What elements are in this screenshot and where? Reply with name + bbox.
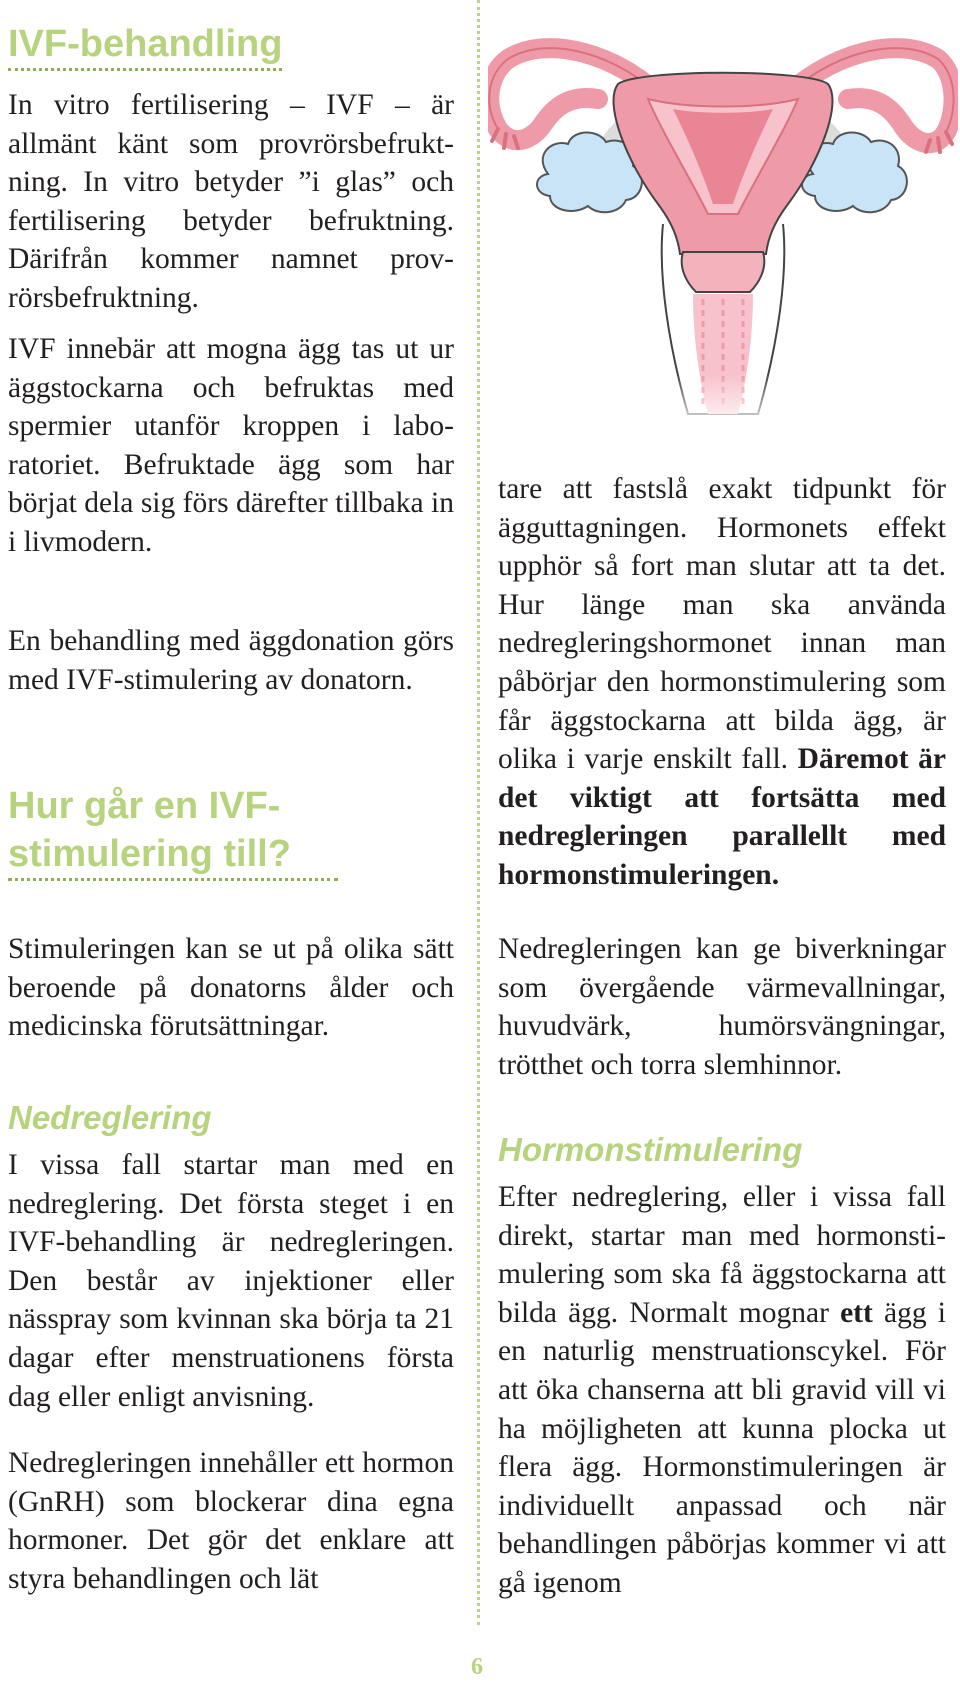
heading-stimulation: Hur går en IVF-stimulering till?	[8, 782, 338, 881]
hormone-stimulation-text-b: ägg i en naturlig menstruationscykel. För att öka chanserna att bli gravid vill vi ha möjligheten att kunna plocka ut flera ägg. Hormonstimuleringen är individuellt anpassad och när behandlingen påbörjas kommer vi att gå igenom	[498, 1296, 946, 1599]
heading-ivf-behandling: IVF-behandling	[8, 20, 282, 71]
downregulation-paragraph: I vissa fall startar man med en nedreglering. Det första steget i en IVF-behandling är nedregleringen. Den består av injektioner eller nässpray som kvinnan ska börja ta 21 dagar efter menstruationens första dag eller enligt anvisning.	[8, 1149, 454, 1413]
page-number: 6	[471, 1654, 483, 1680]
hormone-stimulation-paragraph	[498, 1178, 946, 1603]
subheading-hormonstimulering: Hormonstimulering	[498, 1131, 803, 1168]
gnrh-paragraph: Nedregleringen innehåller ett hormon (GnRH) som blockerar dina egna hormoner. Det gör det enklare att styra behandlingen och lät	[8, 1447, 454, 1595]
intro-paragraph: In vitro fertilisering – IVF – är allmänt känt som provrörsbefruktning. In vitro betyder ”i glas” och fertilisering betyder befruktning. Därifrån kommer namnet provrörsbefruktning.	[8, 89, 454, 314]
hormone-stimulation-bold: ett	[840, 1296, 873, 1329]
hormone-timing-bold-text: Däremot är det viktigt att fortsätta med nedregleringen parallellt med hormonstimuleringen.	[498, 743, 946, 891]
hormone-timing-text: tare att fastslå exakt tidpunkt för ägguttagningen. Hormonets effekt upphör så fort man slutar att ta det. Hur länge man ska använda nedregleringshormonet innan man påbörjar den hormonstimulering som får äggstockarna att bilda ägg, är olika i varje enskilt fall.	[498, 473, 946, 776]
subheading-nedreglering: Nedreglering	[8, 1099, 212, 1136]
side-effects-paragraph: Nedregleringen kan ge biverkningar som övergående värmevallningar, huvudvärk, humörsvängningar, trötthet och torra slemhinnor.	[498, 933, 946, 1081]
ivf-explanation-paragraph: IVF innebär att mogna ägg tas ut ur äggstockarna och befruktas med spermier utanför kroppen i laboratoriet. Befruktade ägg som har börjat dela sig förs därefter tillbaka in i livmodern.	[8, 333, 454, 558]
stimulation-paragraph: Stimuleringen kan se ut på olika sätt beroende på donatorns ålder och medicinska förutsättningar.	[8, 933, 454, 1043]
hormone-timing-paragraph	[498, 470, 946, 895]
uterus-illustration-icon	[488, 14, 958, 434]
column-divider	[477, 0, 480, 1625]
hormone-stimulation-text-a: Efter nedreglering, eller i vissa fall direkt, startar man med hormonstimulering som ska få äggstockarna att bilda ägg. Normalt mognar	[498, 1181, 946, 1329]
egg-donation-paragraph: En behandling med äggdonation görs med IVF-stimulering av donatorn.	[8, 625, 454, 696]
